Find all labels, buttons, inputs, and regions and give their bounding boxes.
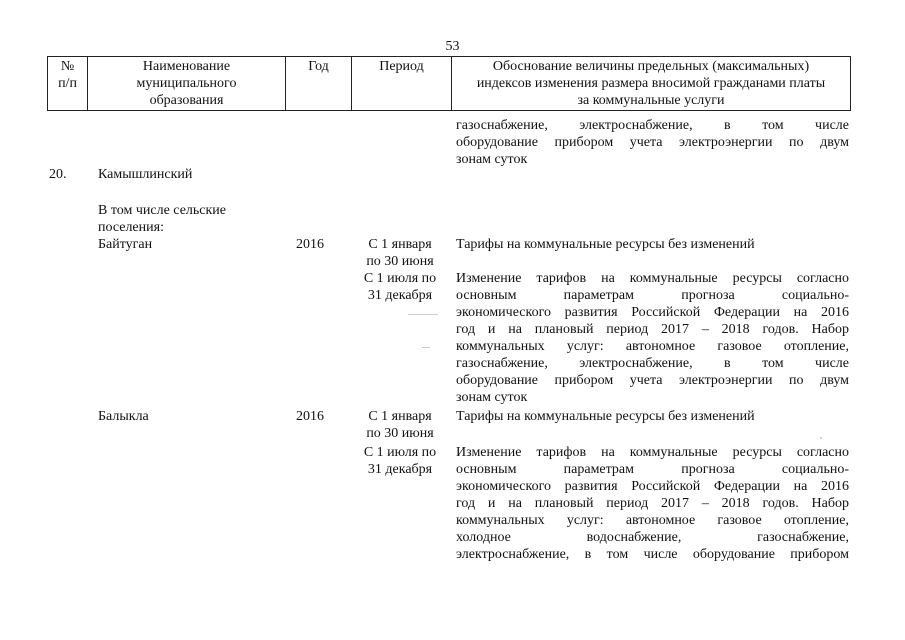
carryover-text: газоснабжение, электроснабжение, в том числе оборудование прибором учета электроэнергии по двум зонам суток — [456, 118, 849, 167]
header-basis: Обоснование величины предельных (максимальных) индексов изменения размера вносимой гражданами платы за коммунальные услуги — [452, 57, 851, 111]
settlement-name: Балыкла — [98, 409, 149, 424]
period-first-half: С 1 января по 30 июня — [366, 237, 434, 269]
period-first-half: С 1 января по 30 июня — [366, 409, 434, 441]
header-municipality: Наименование муниципального образования — [88, 57, 286, 111]
table-header — [47, 56, 851, 111]
scan-mark — [820, 437, 822, 439]
scan-mark — [408, 314, 438, 315]
settlement-year: 2016 — [296, 237, 324, 252]
period-second-half: С 1 июля по 31 декабря — [363, 445, 437, 477]
period-second-half: С 1 июля по 31 декабря — [363, 271, 437, 303]
basis-second-half: Изменение тарифов на коммунальные ресурсы согласно основным параметрам прогноза социально- экономического развития Российской Федерации на 2016 год и на плановый период 2017 – 2018 годов. Набор коммунальных услуг: автономное газовое отопление, холодное водоснабжение, газоснабжение, электроснабжение, в том числе оборудование прибором — [456, 445, 849, 562]
header-number: № п/п — [48, 57, 88, 111]
settlement-year: 2016 — [296, 409, 324, 424]
header-period: Период — [352, 57, 452, 111]
district-number: 20. — [49, 167, 67, 182]
district-name: Камышлинский — [98, 167, 193, 182]
subheading: В том числе сельские поселения: — [98, 203, 227, 235]
basis-first-half: Тарифы на коммунальные ресурсы без изменений — [456, 237, 755, 252]
basis-first-half: Тарифы на коммунальные ресурсы без изменений — [456, 409, 755, 424]
page-number: 53 — [445, 39, 460, 54]
settlement-name: Байтуган — [98, 237, 153, 252]
basis-second-half: Изменение тарифов на коммунальные ресурсы согласно основным параметрам прогноза социально- экономического развития Российской Федерации на 2016 год и на плановый период 2017 – 2018 годов. Набор коммунальных услуг: автономное газовое отопление, газоснабжение, электроснабжение, в том числе оборудование прибором учета электроэнергии по двум зонам суток — [456, 271, 849, 405]
header-year: Год — [286, 57, 352, 111]
scan-mark — [422, 347, 430, 348]
